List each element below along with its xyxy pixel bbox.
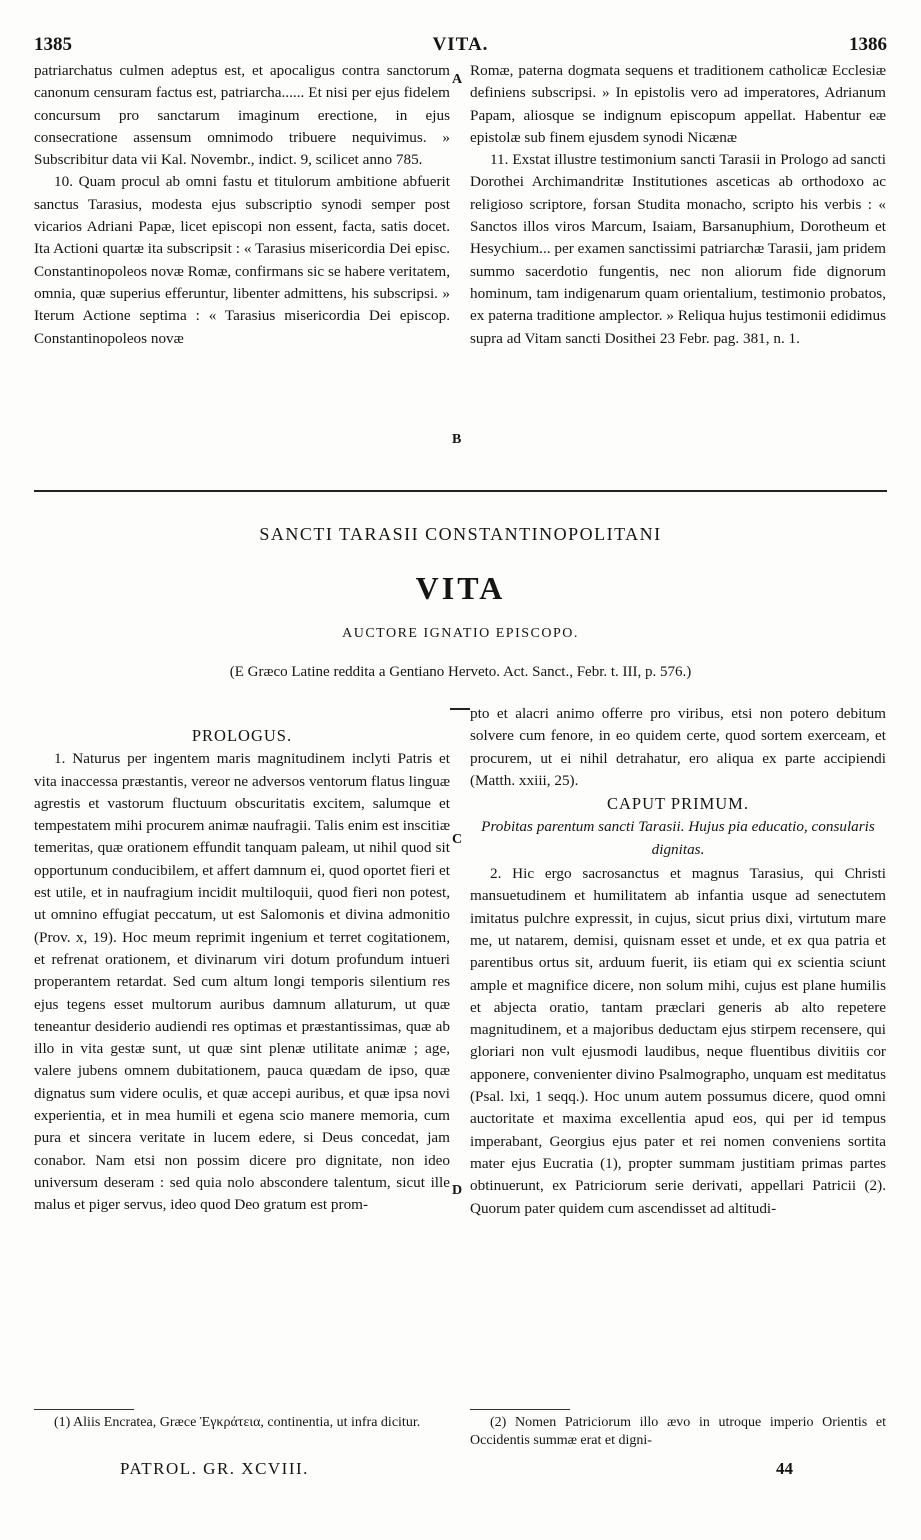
margin-marker-c: C [452, 832, 463, 847]
prologue-paragraph: 1. Naturus per ingentem maris magnitudinem inclyti Patris et vita inaccessa præstantis, vereor ne adversos ventorum flatus linguæ agrestis et vastorum fluctuum obscuritatis excitem, salumque et tempestatem mihi procurem animæ naufragii. Talis enim est inscitiæ temeritas, quæ orationem effundit tanquam paleam, ut nihil quod sit opportunum conducibilem, et affert damnum ei, quod oportet fieri et est utile, et in naufragium incidit multiloquii, quod fieri non potest, ut omnino effugiat peccatum, ut est Salomonis et divina admonitio (Prov. x, 19). Hoc meum reprimit ingenium et terret cogitationem, et refrenat orationem, et divinarum viri dotum profundum intueri properantem retardat. Sed cum altum longi temporis silentium res ejus tegens esset multorum auribus damnum allaturum, ut quæ teneantur desiderio audiendi res optimas et præstantissimas, quæ ab illo in vita gestæ sunt, ut quæ sint plenæ utilitate animæ ; age, valere jubens omnem dubitationem, pauca quædam de ipso, quæ dignatus sum videre oculis, et quæ accepi auribus, et quæ ipsa novi experientia, et in mea humili et egena scio manere memoria, cum pura et sincera veritate in lucem edere, si Deus concedat, jam conabor. Nam etsi non possim dicere pro dignitate, non ideo universum deseram : sed quia nolo abscondere talentum, sicut ille malus et piger servus, ideo quod Deo gratum est prom- [34, 750, 450, 1214]
footnote-divider-left [34, 1409, 134, 1410]
margin-marker-a: A [452, 72, 463, 87]
margin-marker-d: D [452, 1183, 463, 1198]
footnote-text: (1) Aliis Encratea, Græce Ἐγκράτεια, continentia, ut infra dicitur. [54, 1415, 421, 1430]
chapter-subheading: Probitas parentum sancti Tarasii. Hujus pia educatio, consularis dignitas. [481, 818, 875, 858]
section-divider [34, 490, 887, 492]
work-title: VITA [415, 570, 506, 606]
sheet-number: 44 [776, 1459, 793, 1478]
top-left-column [34, 60, 450, 350]
paragraph: Romæ, paterna dogmata sequens et traditionem catholicæ Ecclesiæ definiens subscripsi. » In epistolis vero ad imperatores, Adrianum Papam, aliosque se indignum episcopum appellat. Habentur eæ epistolæ sub finem ejusdem synodi Nicænæ [470, 62, 886, 146]
footnote-divider-right [470, 1409, 570, 1410]
short-divider [450, 708, 470, 710]
paragraph: pto et alacri animo offerre pro viribus, etsi non potero debitum solvere cum fenore, in eo quidem certe, quod sortem exerceam, et procurem, ut ei nihil detrahatur, ero aliqua ex parte accipiendi (Matth. xxiii, 25). [470, 705, 886, 789]
chapter-paragraph: 2. Hic ergo sacrosanctus et magnus Tarasius, qui Christi mansuetudinem et humilitatem ab infantia usque ad senectutem imitatus pulchre expressit, in cujus, sicut prius dixi, virtutum mare me, ut natarem, demisi, quisnam esset et unde, et ex qua patria et parentibus ortus sit, arduum fuerit, iis etiam qui ex scientia sciunt ample et magnifice dicere, non solum mihi, cujus est plane humilis et abjecta oratio, tantam præclari generis ab alto repetere magnitudinem, et a majoribus deductam ejus stirpem recensere, qui gloriari non vult ejusmodi laudibus, neque fluentibus divitiis cor apponere, convenienter divino Psalmographo, unquam est meditatus (Psal. lxi, 1 seqq.). Hoc unum autem possumus dicere, quod omni auctoritate et maxima excellentia apud eos, qui per id tempus imperabant, Georgius ejus pater et rei nomen conveniens sortita mater ejus Eucratia (1), propter summam justitiam primas partes obtinuerunt, ex Patriciorum serie derivati, appellari Patricii (2). Quorum pater quidem cum ascendisset ad altitudi- [470, 865, 886, 1217]
footnote-text: (2) Nomen Patriciorum illo ævo in utroque imperio Orientis et Occidentis summæ erat et digni- [470, 1415, 886, 1448]
paragraph: 10. Quam procul ab omni fastu et titulorum ambitione abfuerit sanctus Tarasius, modesta ejus subscriptio synodi semper post vicarios Adriani Papæ, licet episcopi non essent, facta, satis docet. Ita Actioni quartæ ita subscripsit : « Tarasius misericordia Dei episc. Constantinopoleos novæ Romæ, confirmans sic se habere veritatem, omnia, quæ superius efferuntur, libenter admittens, his subscripsi. » Iterum Actione septima : « Tarasius misericordia Dei episcop. Constantinopoleos novæ [34, 173, 450, 347]
page-number-left: 1385 [34, 34, 72, 55]
signature-mark: PATROL. GR. XCVIII. [120, 1459, 309, 1478]
top-right-column [470, 60, 886, 350]
bottom-left-column [34, 724, 450, 1217]
margin-marker-b: B [452, 432, 462, 447]
footnote-left [34, 1414, 450, 1432]
running-title: VITA. [432, 34, 489, 55]
work-source-line: (E Græco Latine reddita a Gentiano Herveto. Act. Sanct., Febr. t. III, p. 576.) [229, 664, 692, 680]
bottom-right-column [470, 703, 886, 1220]
work-author-title: SANCTI TARASII CONSTANTINOPOLITANI [259, 524, 662, 544]
page-number-right: 1386 [849, 34, 887, 55]
work-author-line: AUCTORE IGNATIO EPISCOPO. [342, 626, 579, 641]
prologue-heading: PROLOGUS. [191, 726, 293, 745]
chapter-heading: CAPUT PRIMUM. [607, 794, 749, 814]
page-header [34, 34, 887, 58]
paragraph: patriarchatus culmen adeptus est, et apocaligus contra sanctorum canonum censuram factus est, patriarcha...... Et nisi per ejus fidelem concursum pro sanctarum imaginum erectione, in ejus consecratione assensum omnimodo tribuere nequivimus. » Subscribitur data vii Kal. Novembr., indict. 9, scilicet anno 785. [34, 62, 450, 169]
footnote-right [470, 1414, 886, 1450]
paragraph: 11. Exstat illustre testimonium sancti Tarasii in Prologo ad sancti Dorothei Archimandritæ Institutiones asceticas ab orthodoxo ac religioso scriptore, forsan Studita monacho, scripto his verbis : « Sanctos illos viros Marcum, Isaiam, Barsanuphium, Dorotheum et Hesychium... per examen sanctissimi patriarchæ Tarasii, jam pridem summo sacerdotio fungentis, nec non aliorum fide dignorum hominum, tam indigenarum quam orientalium, testimonio probatos, ex paterna traditione amplector. » Reliqua hujus testimonii edidimus supra ad Vitam sancti Dosithei 23 Febr. pag. 381, n. 1. [470, 151, 886, 347]
